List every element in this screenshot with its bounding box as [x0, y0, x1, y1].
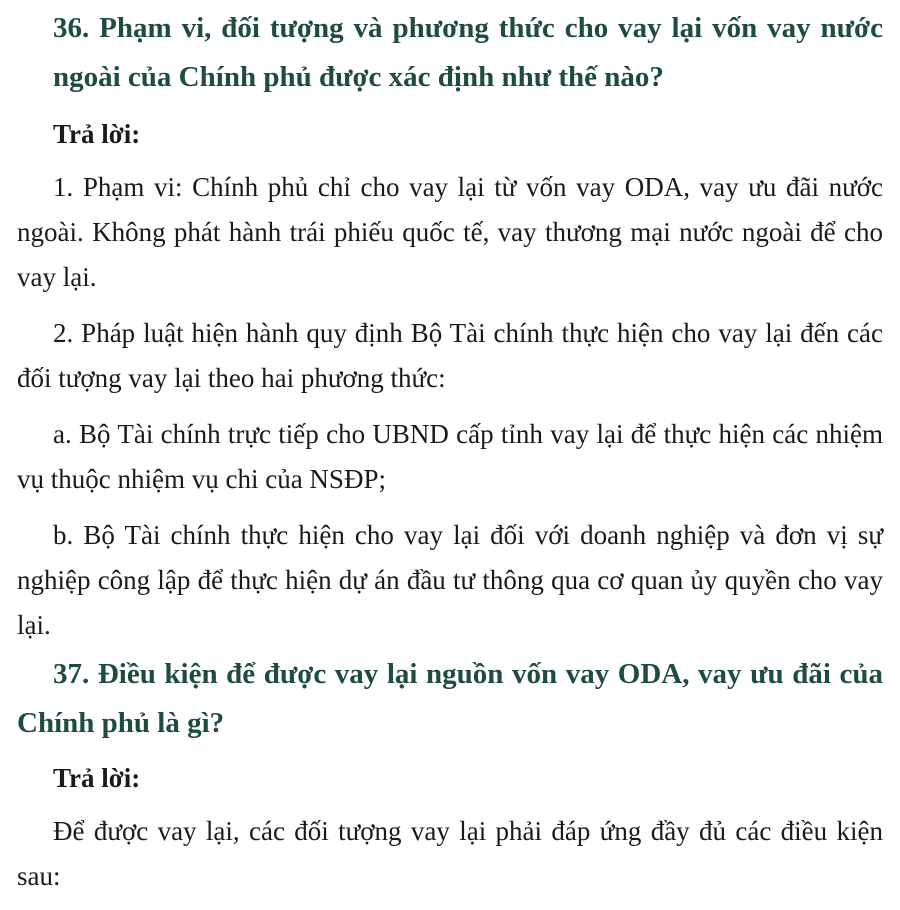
- question-37-title: 37. Điều kiện để được vay lại nguồn vốn vay ODA, vay ưu đãi của Chính phủ là gì?: [17, 658, 883, 739]
- document-page: [17, 0, 883, 899]
- question-36-item-a: a. Bộ Tài chính trực tiếp cho UBND cấp tỉnh vay lại để thực hiện các nhiệm vụ thuộc nhiệm vụ chi của NSĐP;: [17, 419, 883, 494]
- question-37-paragraph-intro: Để được vay lại, các đối tượng vay lại phải đáp ứng đầy đủ các điều kiện sau:: [17, 816, 883, 891]
- question-36-item-b: b. Bộ Tài chính thực hiện cho vay lại đối với doanh nghiệp và đơn vị sự nghiệp công lập để thực hiện dự án đầu tư thông qua cơ quan ủy quyền cho vay lại.: [17, 520, 883, 640]
- question-36-paragraph-methods: 2. Pháp luật hiện hành quy định Bộ Tài chính thực hiện cho vay lại đến các đối tượng vay lại theo hai phương thức:: [17, 318, 883, 393]
- question-36-paragraph-scope: 1. Phạm vi: Chính phủ chỉ cho vay lại từ vốn vay ODA, vay ưu đãi nước ngoài. Không phát hành trái phiếu quốc tế, vay thương mại nước ngoài để cho vay lại.: [17, 172, 883, 292]
- question-36-title: 36. Phạm vi, đối tượng và phương thức cho vay lại vốn vay nước ngoài của Chính phủ được xác định như thế nào?: [53, 12, 883, 93]
- question-36-answer-label: Trả lời:: [53, 119, 141, 149]
- question-37-answer-label: Trả lời:: [53, 763, 141, 793]
